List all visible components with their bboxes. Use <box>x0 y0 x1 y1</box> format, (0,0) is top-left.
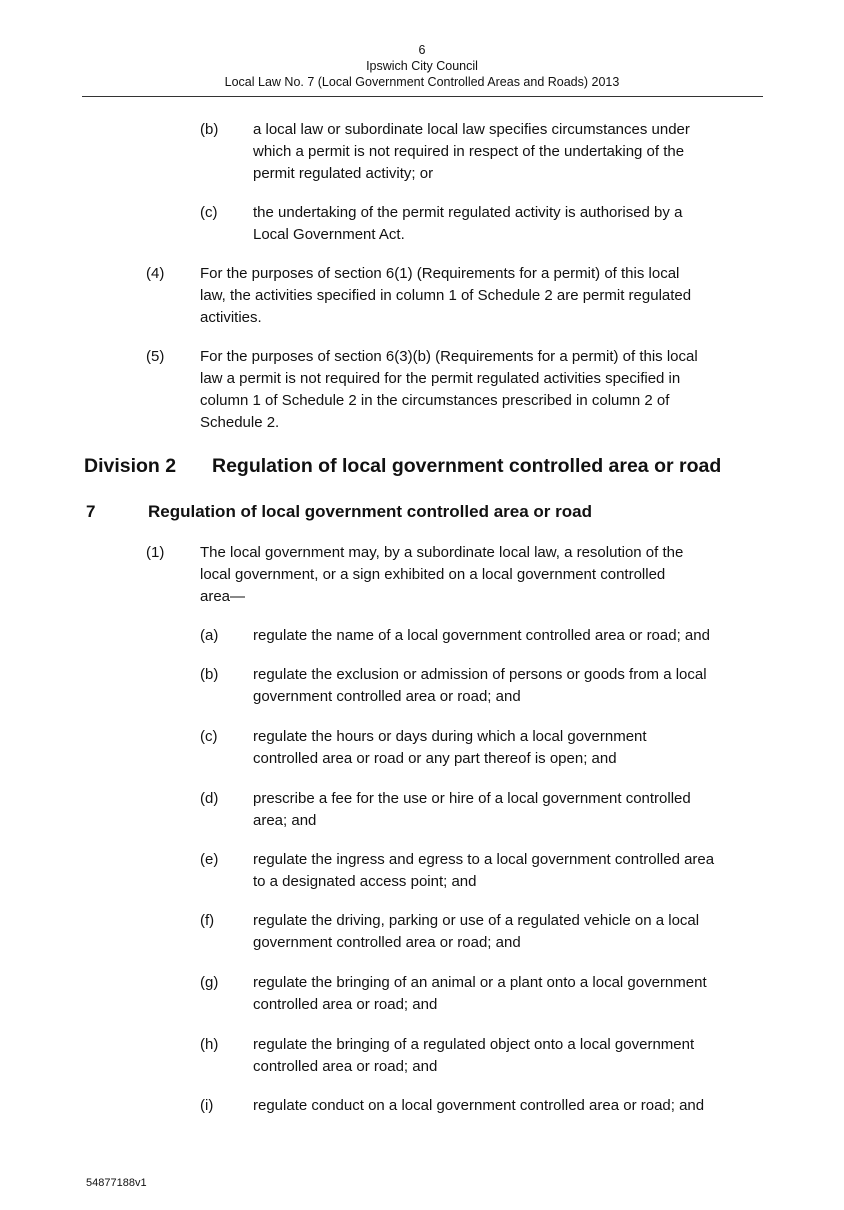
paragraph-line: to a designated access point; and <box>253 873 477 890</box>
paragraph-line: government controlled area or road; and <box>253 688 521 705</box>
paragraph-line: a local law or subordinate local law specifies circumstances under <box>253 121 690 138</box>
section-title: Regulation of local government controlled area or road <box>148 502 592 521</box>
paragraph-label: (c) <box>200 204 218 221</box>
division-title: Regulation of local government controlled area or road <box>212 455 722 477</box>
paragraph-label: (c) <box>200 728 218 745</box>
paragraph-label: (b) <box>200 121 219 138</box>
paragraph-line: prescribe a fee for the use or hire of a local government controlled <box>253 790 691 807</box>
subsection-line: local government, or a sign exhibited on a local government controlled <box>200 566 666 583</box>
paragraph-line: government controlled area or road; and <box>253 934 521 951</box>
header-rule <box>82 96 763 97</box>
subsection-line: For the purposes of section 6(1) (Requirements for a permit) of this local <box>200 265 680 282</box>
paragraph-label: (i) <box>200 1097 214 1114</box>
paragraph-label: (a) <box>200 627 219 644</box>
paragraph-line: regulate the exclusion or admission of persons or goods from a local <box>253 666 707 683</box>
subsection-line: law, the activities specified in column 1 of Schedule 2 are permit regulated <box>200 287 692 304</box>
subsection-line: For the purposes of section 6(3)(b) (Requirements for a permit) of this local <box>200 348 698 365</box>
paragraph-line: controlled area or road; and <box>253 996 438 1013</box>
paragraph-line: regulate the bringing of an animal or a plant onto a local government <box>253 974 707 991</box>
subsection-line: column 1 of Schedule 2 in the circumstances prescribed in column 2 of <box>200 392 670 409</box>
paragraph-line: regulate the ingress and egress to a local government controlled area <box>253 851 715 868</box>
paragraph-line: regulate the hours or days during which a local government <box>253 728 647 745</box>
paragraph-line: Local Government Act. <box>253 226 405 243</box>
division-label: Division 2 <box>84 455 177 477</box>
law-title: Local Law No. 7 (Local Government Controlled Areas and Roads) 2013 <box>224 75 620 89</box>
running-header <box>82 42 762 90</box>
paragraph-label: (f) <box>200 912 215 929</box>
subsection-line: law a permit is not required for the permit regulated activities specified in <box>200 370 681 387</box>
document-id: 54877188v1 <box>86 1177 147 1189</box>
paragraph-line: controlled area or road; and <box>253 1058 438 1075</box>
page-number: 6 <box>418 43 426 57</box>
paragraph-label: (h) <box>200 1036 219 1053</box>
paragraph-label: (g) <box>200 974 219 991</box>
subsection-line: activities. <box>200 309 262 326</box>
subsection-label: (5) <box>146 348 165 365</box>
paragraph-line: regulate the driving, parking or use of a regulated vehicle on a local <box>253 912 700 929</box>
subsection-line: The local government may, by a subordinate local law, a resolution of the <box>200 544 684 561</box>
paragraph-label: (b) <box>200 666 219 683</box>
paragraph-label: (e) <box>200 851 219 868</box>
subsection-label: (1) <box>146 544 165 561</box>
subsection-line: area— <box>200 588 246 605</box>
subsection-line: Schedule 2. <box>200 414 280 431</box>
paragraph-line: permit regulated activity; or <box>253 165 434 182</box>
paragraph-line: which a permit is not required in respect of the undertaking of the <box>253 143 685 160</box>
subsection-label: (4) <box>146 265 165 282</box>
section-number: 7 <box>86 502 96 521</box>
paragraph-line: regulate conduct on a local government controlled area or road; and <box>253 1097 705 1114</box>
paragraph-line: regulate the bringing of a regulated object onto a local government <box>253 1036 695 1053</box>
paragraph-line: area; and <box>253 812 317 829</box>
paragraph-label: (d) <box>200 790 219 807</box>
paragraph-line: controlled area or road or any part thereof is open; and <box>253 750 617 767</box>
paragraph-line: the undertaking of the permit regulated activity is authorised by a <box>253 204 683 221</box>
paragraph-line: regulate the name of a local government controlled area or road; and <box>253 627 710 644</box>
council-name: Ipswich City Council <box>366 59 478 73</box>
